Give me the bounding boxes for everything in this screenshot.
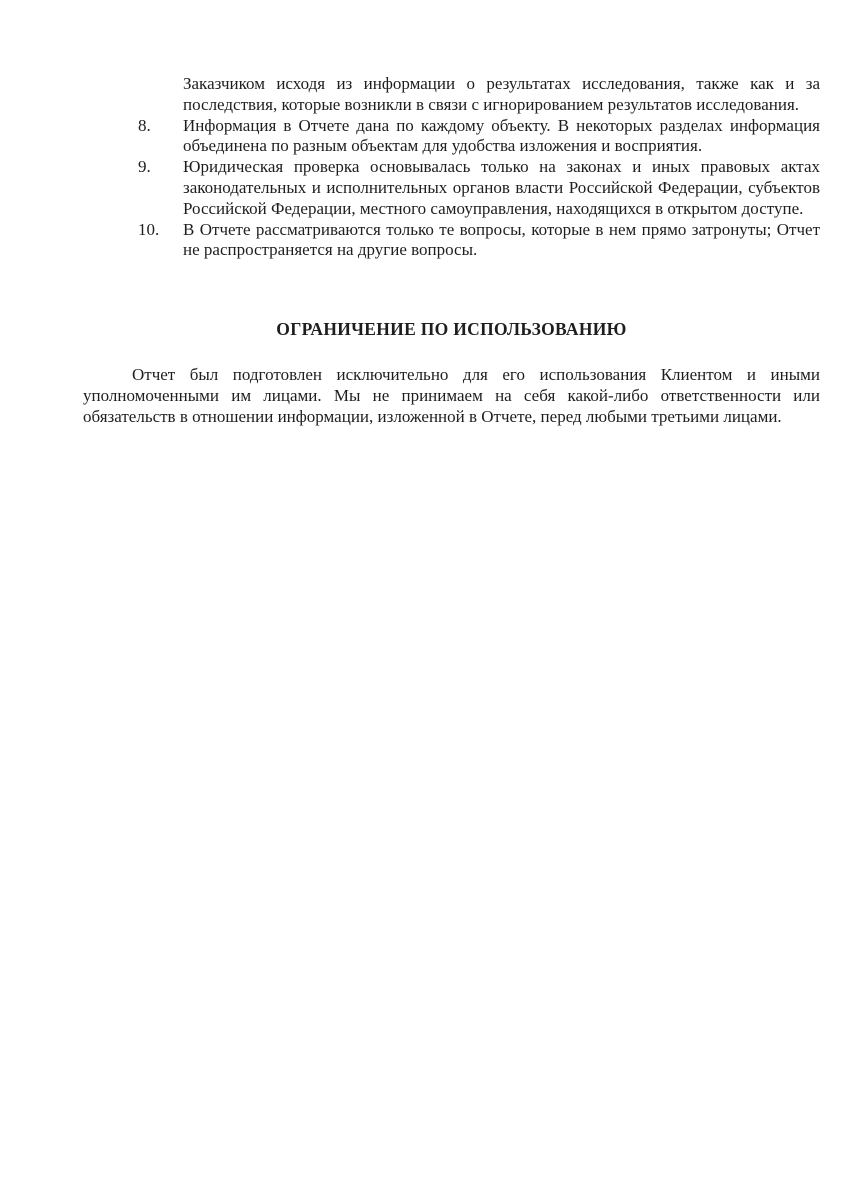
list-item-10 [83, 220, 820, 262]
list-item-number: 9. [138, 157, 151, 177]
list-item-text: В Отчете рассматриваются только те вопросы, которые в нем прямо затронуты; Отчет не распространяется на другие вопросы. [183, 219, 820, 260]
list-item-continuation [83, 74, 820, 116]
usage-limitation-paragraph: Отчет был подготовлен исключительно для его использования Клиентом и иными уполномоченными им лицами. Мы не принимаем на себя какой-либо ответственности или обязательств в отношении информации, изложенной в Отчете, перед любыми третьими лицами. [83, 365, 820, 426]
page-content [83, 74, 820, 428]
list-item-text: Заказчиком исходя из информации о результатах исследования, также как и за последствия, которые возникли в связи с игнорированием результатов исследования. [183, 74, 820, 114]
list-item-8 [83, 116, 820, 158]
list-item-number: 8. [138, 115, 151, 135]
list-item-number: 10. [138, 219, 160, 239]
numbered-list [83, 74, 820, 261]
list-item-text: Информация в Отчете дана по каждому объекту. В некоторых разделах информация объединена по разным объектам для удобства изложения и восприятия. [183, 115, 820, 156]
list-item-text: Юридическая проверка основывалась только на законах и иных правовых актах законодательных и исполнительных органов власти Российской Федерации, субъектов Российской Федерации, местного самоуправления, находящихся в открытом доступе. [183, 157, 820, 218]
section-heading: ОГРАНИЧЕНИЕ ПО ИСПОЛЬЗОВАНИЮ [276, 319, 627, 340]
list-item-9 [83, 157, 820, 219]
